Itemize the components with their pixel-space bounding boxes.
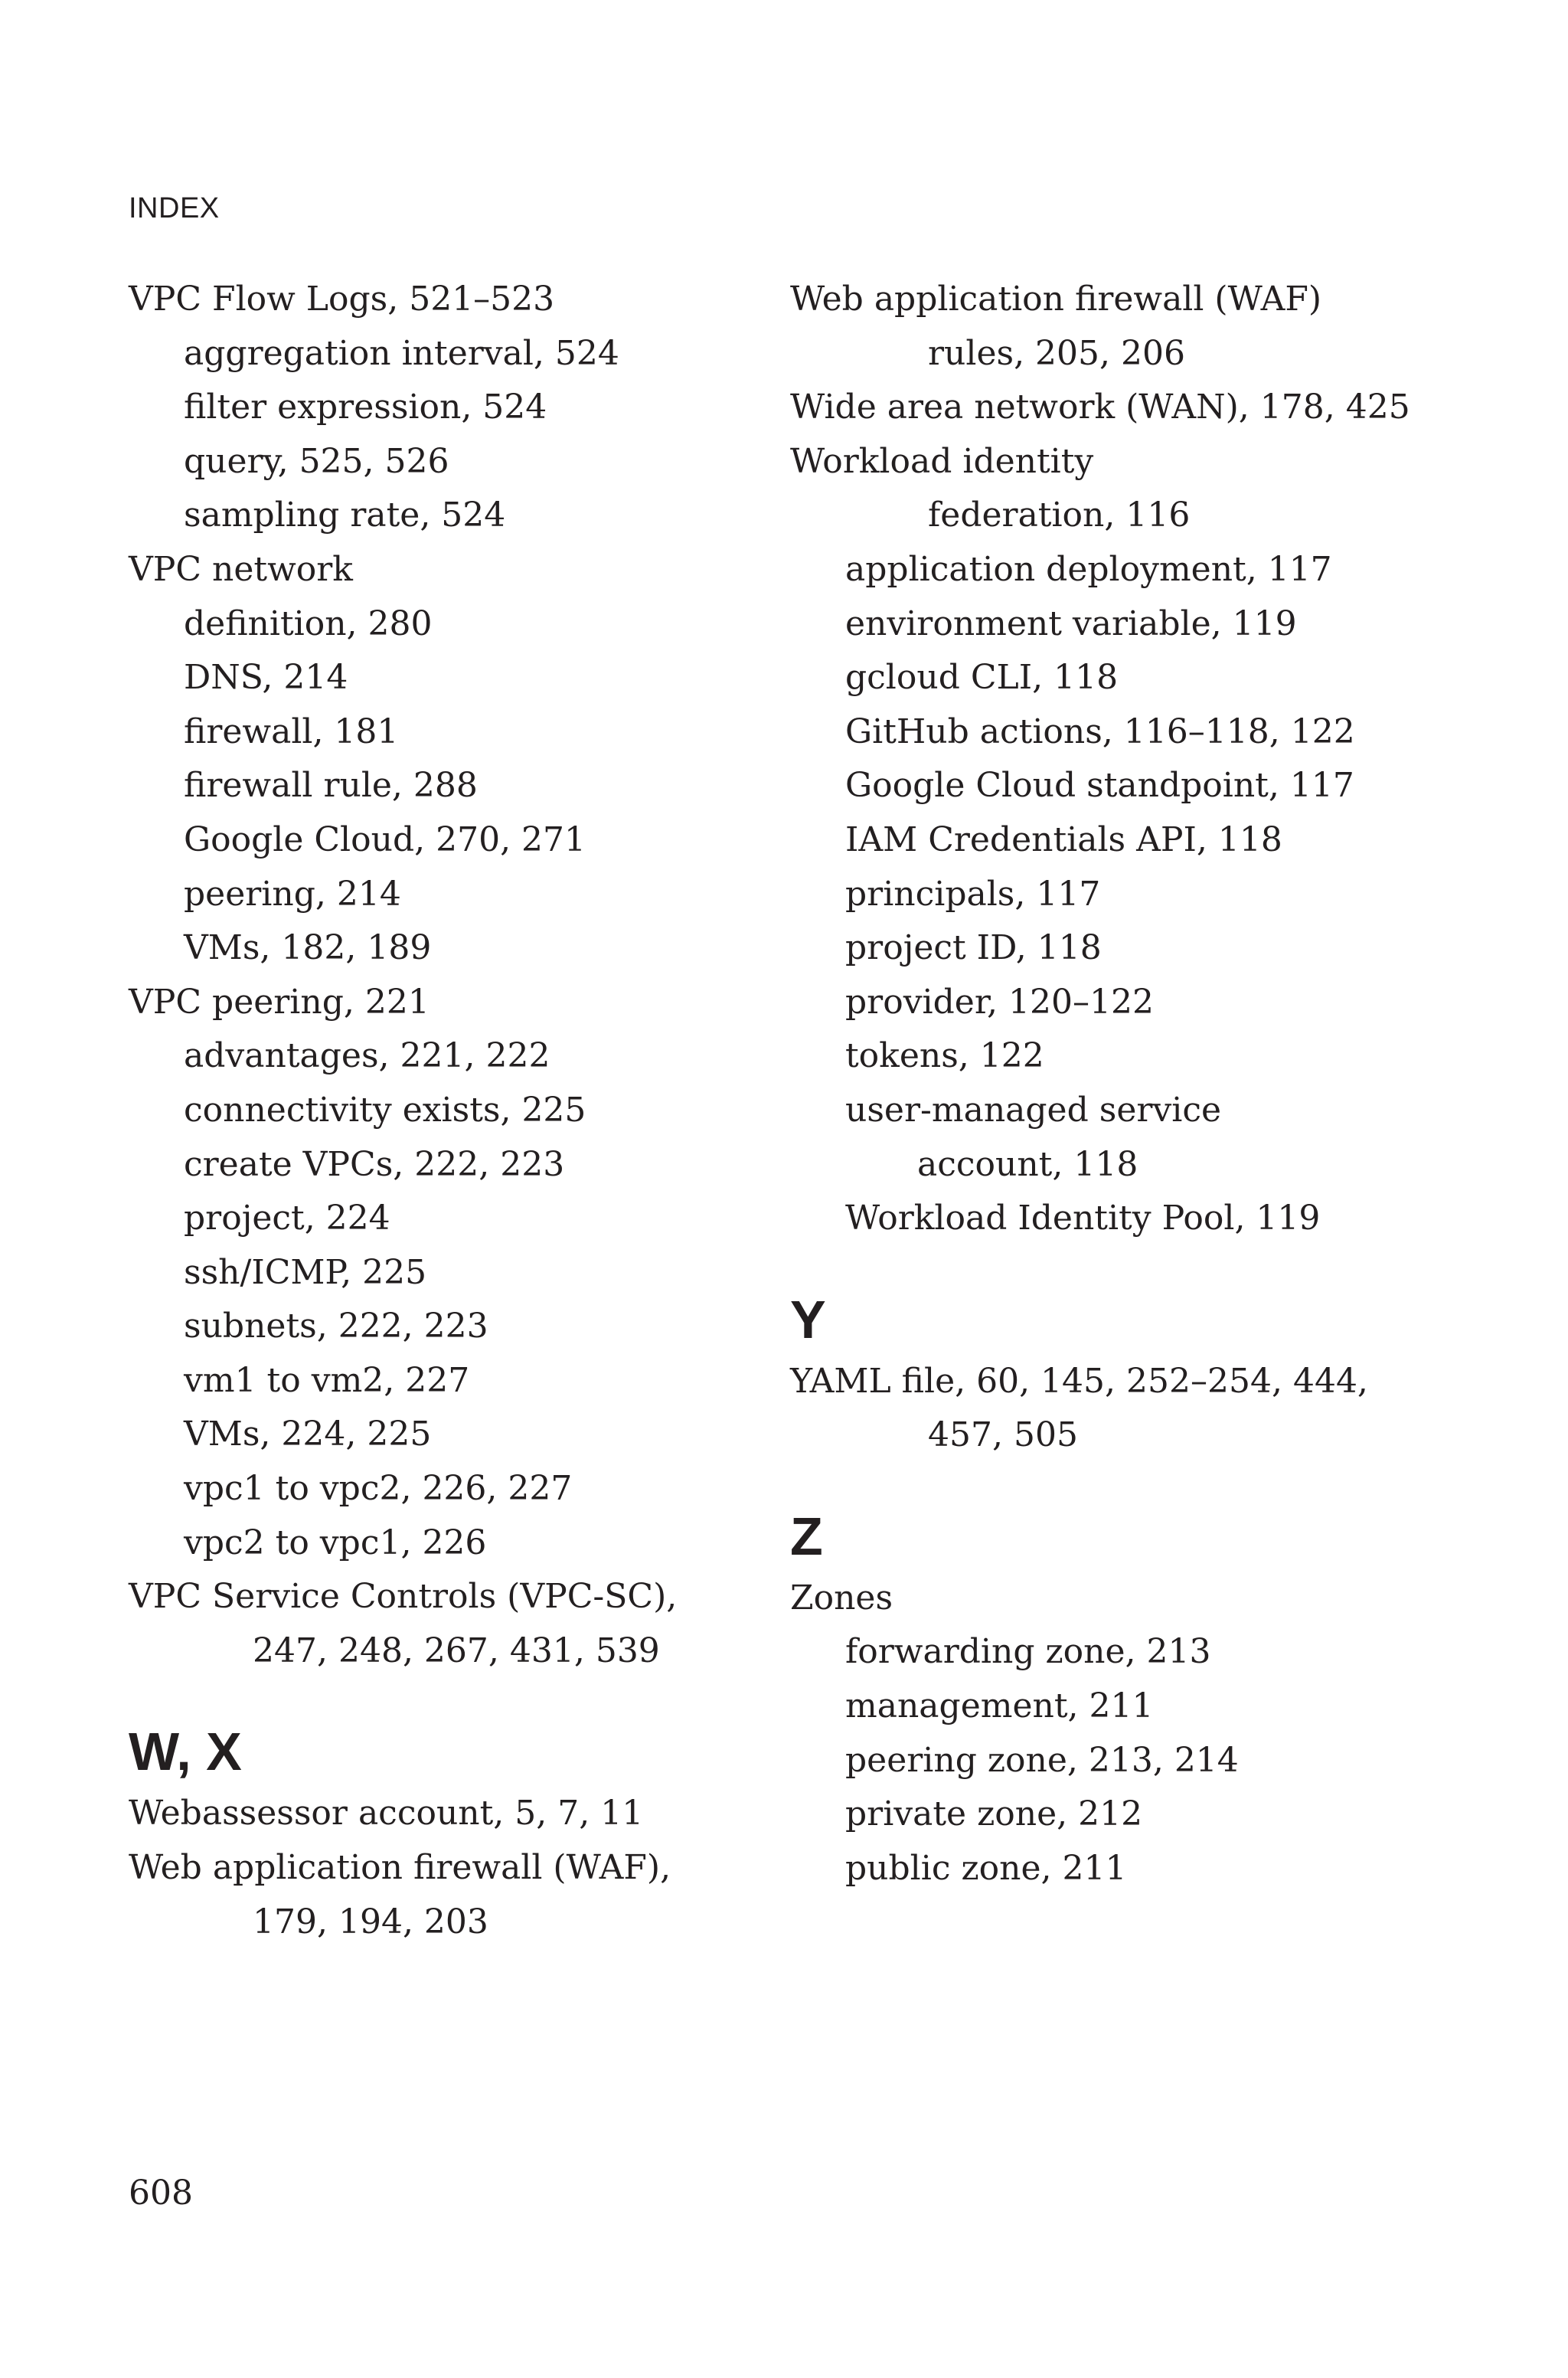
index-subentry: Google Cloud standpoint, 117 <box>845 766 1354 806</box>
index-subentry: vm1 to vm2, 227 <box>184 1360 470 1400</box>
index-subentry: IAM Credentials API, 118 <box>845 819 1282 859</box>
index-subentry: management, 211 <box>845 1686 1154 1726</box>
index-entry: Web application firewall (WAF) <box>790 280 1322 319</box>
index-subentry: gcloud CLI, 118 <box>845 658 1119 698</box>
index-subentry: subnets, 222, 223 <box>184 1307 488 1346</box>
index-entry: YAML file, 60, 145, 252–254, 444, <box>790 1361 1368 1401</box>
section-letter-y: Y <box>790 1289 826 1349</box>
index-entry: VPC Service Controls (VPC-SC), <box>129 1577 678 1617</box>
index-subentry: ssh/ICMP, 225 <box>184 1252 427 1292</box>
index-subentry: vpc1 to vpc2, 226, 227 <box>184 1469 573 1509</box>
index-subentry: sampling rate, 524 <box>184 496 506 535</box>
index-subentry: VMs, 182, 189 <box>184 928 432 968</box>
index-entry: VPC network <box>129 549 353 589</box>
index-subentry: user-managed service <box>845 1090 1222 1130</box>
index-subentry: firewall rule, 288 <box>184 766 478 806</box>
index-subentry: filter expression, 524 <box>184 388 547 427</box>
index-entry: Webassessor account, 5, 7, 11 <box>129 1794 644 1833</box>
index-subentry: public zone, 211 <box>845 1848 1127 1888</box>
index-subentry: project ID, 118 <box>845 928 1102 968</box>
index-subentry: advantages, 221, 222 <box>184 1036 550 1076</box>
index-subentry: peering, 214 <box>184 874 401 914</box>
index-subentry: connectivity exists, 225 <box>184 1090 586 1130</box>
index-subentry: application deployment, 117 <box>845 549 1332 589</box>
index-entry-continuation: 247, 248, 267, 431, 539 <box>253 1631 660 1670</box>
index-subentry: private zone, 212 <box>845 1794 1143 1834</box>
index-subentry: aggregation interval, 524 <box>184 333 619 373</box>
index-subentry-continuation: account, 118 <box>917 1144 1138 1184</box>
index-subentry: Google Cloud, 270, 271 <box>184 819 586 859</box>
index-entry: Web application firewall (WAF), <box>129 1848 671 1888</box>
index-entry-continuation: rules, 205, 206 <box>928 333 1185 373</box>
index-entry: VPC peering, 221 <box>129 982 430 1022</box>
index-entry-continuation: 457, 505 <box>928 1415 1078 1455</box>
index-subentry: VMs, 224, 225 <box>184 1415 432 1454</box>
index-entry-continuation: federation, 116 <box>928 496 1191 535</box>
index-subentry: GitHub actions, 116–118, 122 <box>845 711 1355 751</box>
section-letter-w-x: W, X <box>129 1722 242 1782</box>
index-entry: Workload identity <box>790 441 1094 481</box>
index-column-right <box>790 273 1479 1896</box>
index-subentry: forwarding zone, 213 <box>845 1632 1211 1672</box>
index-subentry: tokens, 122 <box>845 1036 1044 1076</box>
index-subentry: create VPCs, 222, 223 <box>184 1144 565 1184</box>
index-subentry: peering zone, 213, 214 <box>845 1740 1239 1780</box>
index-subentry: definition, 280 <box>184 603 433 643</box>
index-subentry: provider, 120–122 <box>845 982 1154 1022</box>
section-letter-z: Z <box>790 1506 823 1566</box>
index-entry-continuation: 179, 194, 203 <box>253 1902 488 1941</box>
index-subentry: principals, 117 <box>845 874 1101 914</box>
index-column-left <box>129 273 802 1949</box>
index-subentry: project, 224 <box>184 1199 390 1238</box>
index-subentry: firewall, 181 <box>184 711 399 751</box>
index-entry: VPC Flow Logs, 521–523 <box>129 280 555 319</box>
running-head: INDEX <box>129 192 220 224</box>
index-subentry: environment variable, 119 <box>845 603 1297 643</box>
index-entry: Wide area network (WAN), 178, 425 <box>790 388 1410 427</box>
page-number: 608 <box>129 2174 193 2213</box>
index-subentry: query, 525, 526 <box>184 441 449 481</box>
index-subentry: vpc2 to vpc1, 226 <box>184 1523 487 1562</box>
index-subentry: Workload Identity Pool, 119 <box>845 1199 1321 1238</box>
index-subentry: DNS, 214 <box>184 658 348 698</box>
index-entry: Zones <box>790 1578 893 1617</box>
